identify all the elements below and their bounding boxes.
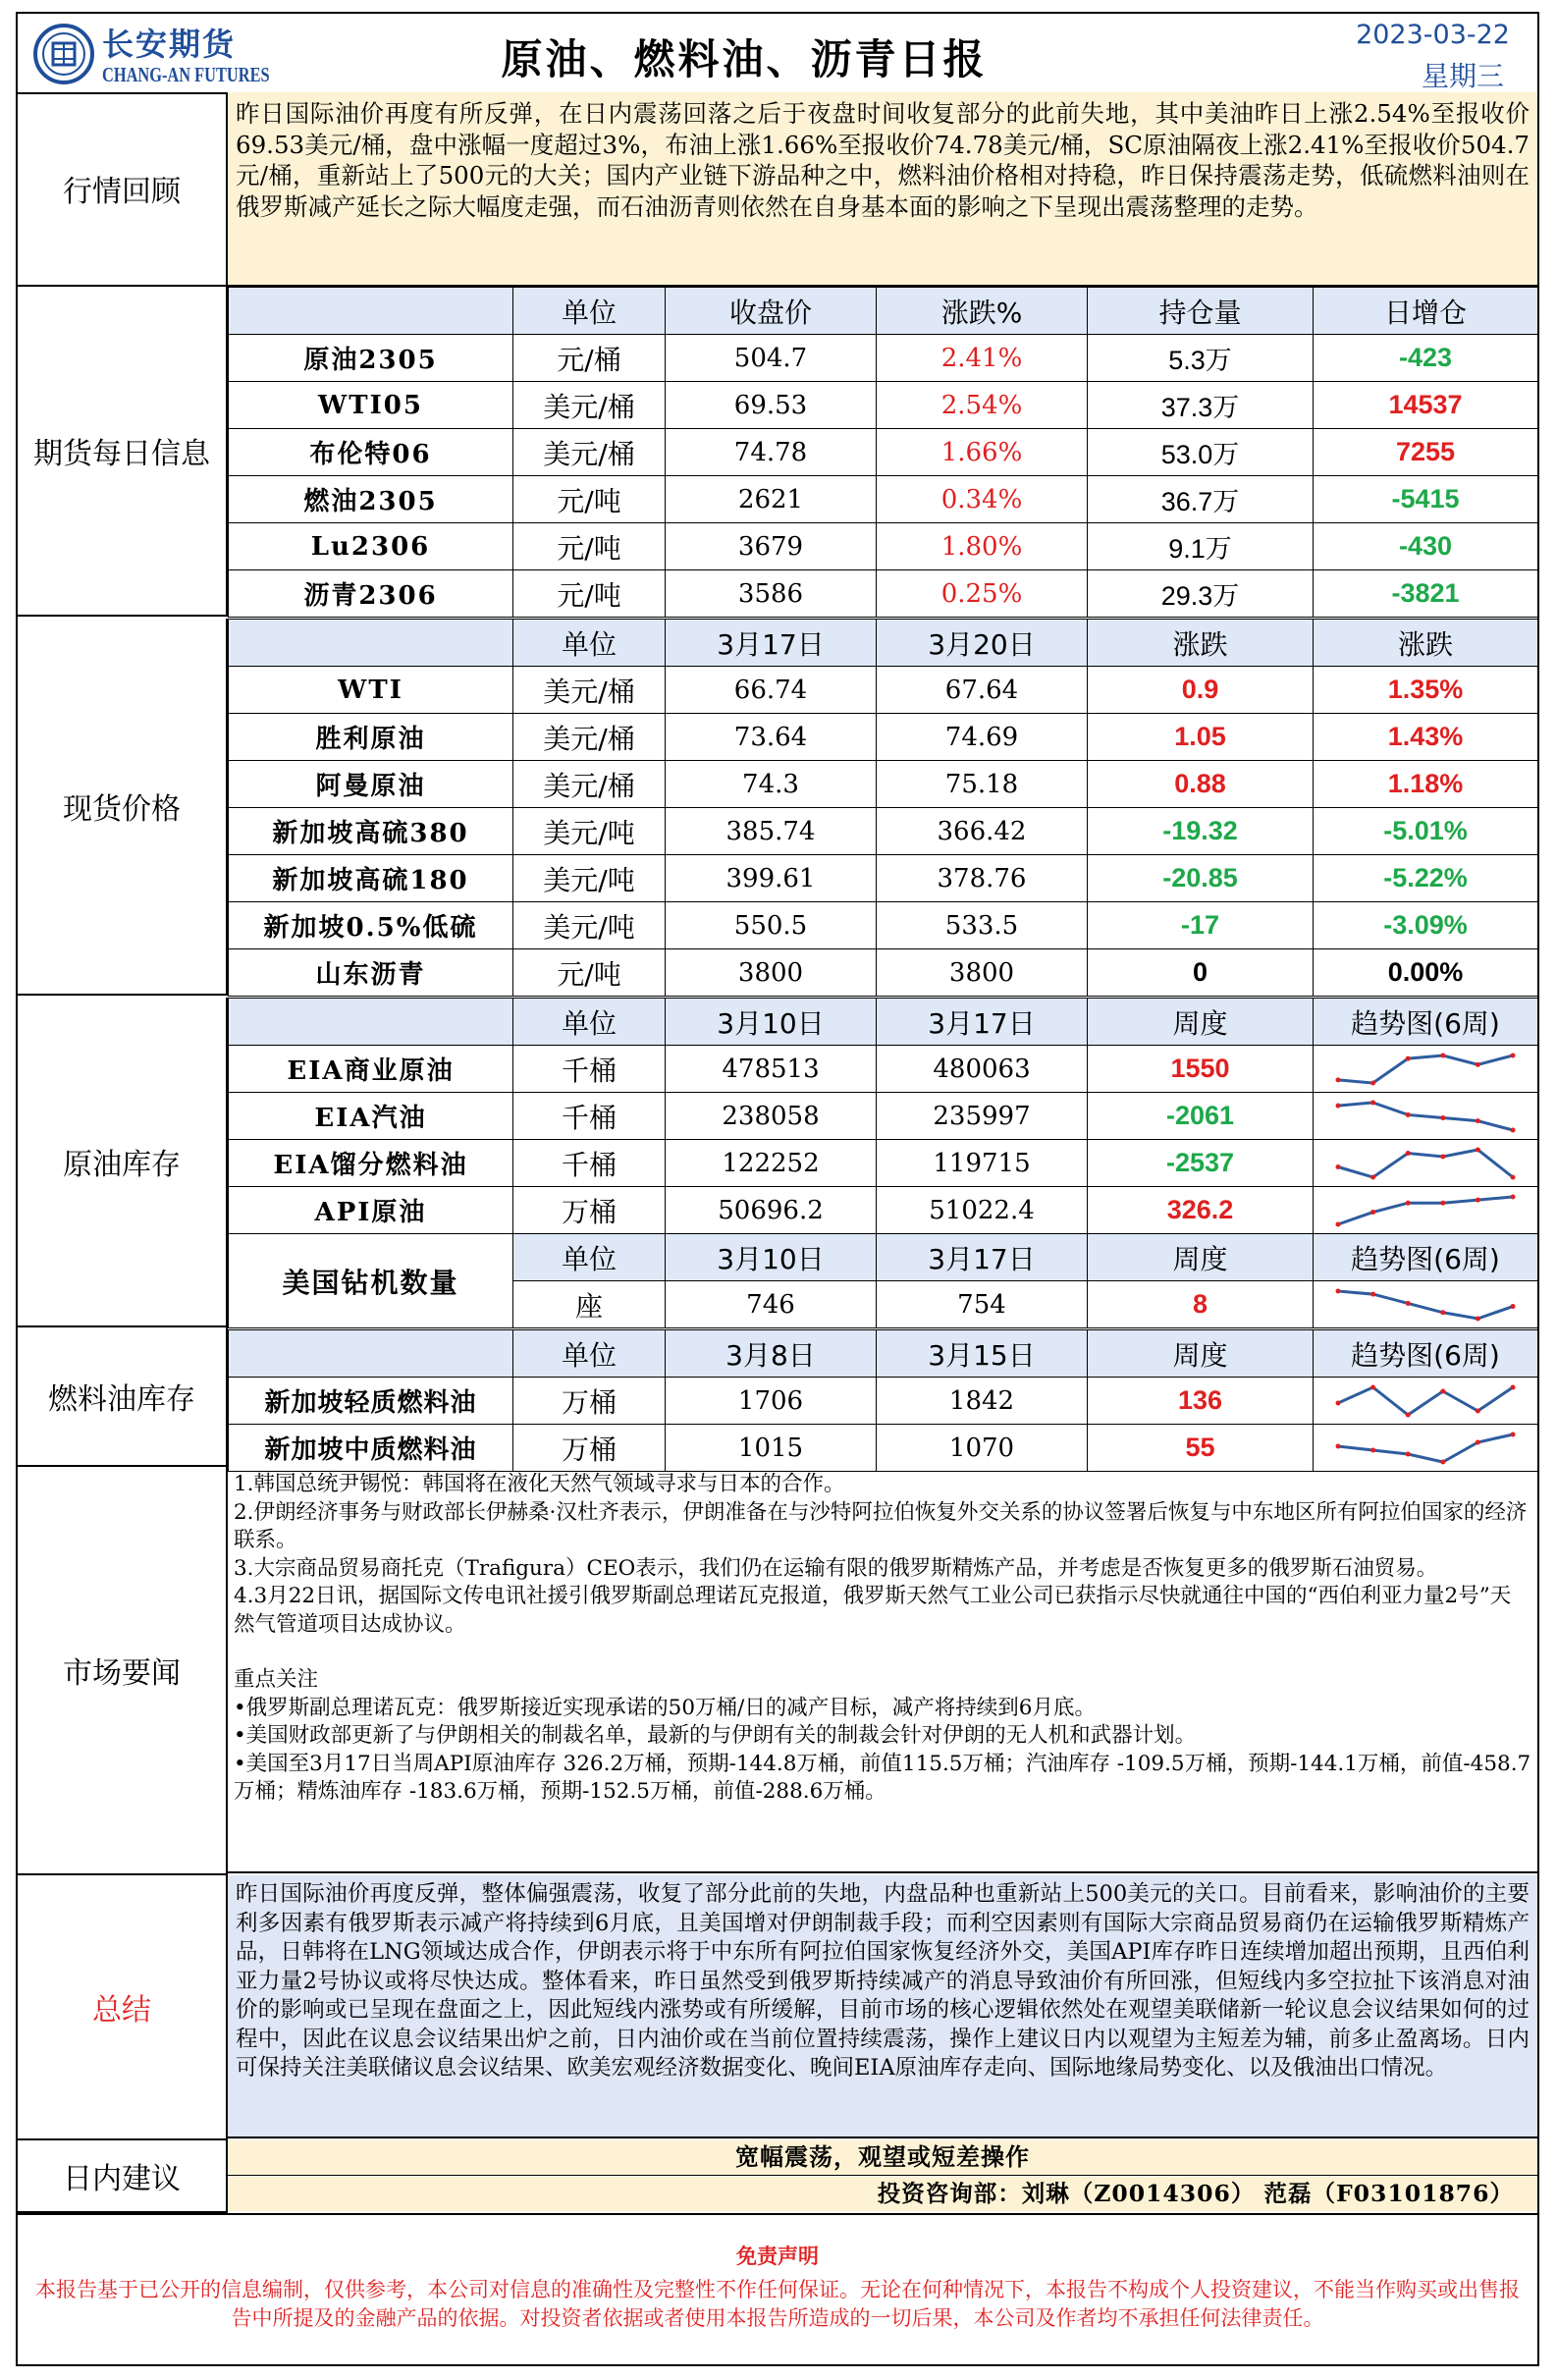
sparkline-point bbox=[1440, 1115, 1445, 1120]
price-cell: 533.5 bbox=[877, 902, 1088, 949]
change-pct-cell: 0.25% bbox=[877, 570, 1088, 618]
header-cell: 涨跌% bbox=[877, 288, 1088, 335]
sparkline-path bbox=[1338, 1197, 1513, 1224]
trend-cell bbox=[1314, 1281, 1538, 1328]
change-pct-cell: 1.35% bbox=[1314, 667, 1538, 714]
price-cell: 378.76 bbox=[877, 855, 1088, 902]
sparkline-point bbox=[1370, 1384, 1375, 1389]
header-cell: 涨跌 bbox=[1314, 620, 1538, 667]
header-cell: 单位 bbox=[513, 999, 666, 1046]
section-label-fuel-stock: 燃料油库存 bbox=[18, 1327, 228, 1467]
sparkline-point bbox=[1511, 1432, 1516, 1436]
sparkline-path bbox=[1338, 1055, 1513, 1083]
crude-stock-header-row bbox=[229, 999, 1538, 1046]
sparkline-point bbox=[1440, 1200, 1445, 1205]
sparkline-point bbox=[1336, 1400, 1341, 1405]
instrument-name: 沥青2306 bbox=[229, 570, 513, 618]
sparkline-point bbox=[1336, 1103, 1341, 1108]
header-cell: 3月10日 bbox=[666, 1234, 877, 1281]
change-cell: -17 bbox=[1088, 902, 1314, 949]
unit-cell: 万桶 bbox=[513, 1378, 666, 1425]
report-title: 原油、燃料油、沥青日报 bbox=[501, 35, 988, 83]
header-cell bbox=[229, 288, 513, 335]
spot-name: 新加坡0.5%低硫 bbox=[229, 902, 513, 949]
sparkline-point bbox=[1511, 1174, 1516, 1179]
instrument-name: WTI05 bbox=[229, 382, 513, 429]
sparkline-point bbox=[1476, 1118, 1480, 1123]
price-cell: 3800 bbox=[877, 949, 1088, 997]
unit-cell: 美元/桶 bbox=[513, 667, 666, 714]
close-cell: 2621 bbox=[666, 476, 877, 523]
table-row bbox=[229, 335, 1538, 382]
sparkline-point bbox=[1336, 1443, 1341, 1448]
sparkline-point bbox=[1336, 1077, 1341, 1082]
section-label-summary: 总结 bbox=[18, 1875, 228, 2140]
sparkline-point bbox=[1511, 1194, 1516, 1199]
table-row bbox=[229, 476, 1538, 523]
unit-cell: 万桶 bbox=[513, 1187, 666, 1234]
market-review-text: 昨日国际油价再度有所反弹，在日内震荡回落之后于夜盘时间收复部分的此前失地，其中美油昨日上涨2.54%至报收价69.53美元/桶，盘中涨幅一度超过3%，布油上涨1.66%至报收价74.78美元/桶，SC原油隔夜上涨2.41%至报收价504.7元/桶，重新站上了500元的大关；国内产业链下游品种之中，燃料油价格相对持稳，昨日保持震荡走势，低硫燃料油则在俄罗斯减产延长之际大幅度走强，而石油沥青则依然在自身基本面的影响之下呈现出震荡整理的走势。 bbox=[228, 92, 1537, 287]
stock-value-cell: 1706 bbox=[666, 1378, 877, 1425]
change-pct-cell: 1.18% bbox=[1314, 761, 1538, 808]
header-cell: 涨跌 bbox=[1088, 620, 1314, 667]
table-row bbox=[229, 667, 1538, 714]
header-cell: 3月10日 bbox=[666, 999, 877, 1046]
section-label-review: 行情回顾 bbox=[18, 92, 228, 287]
stock-value-cell: 119715 bbox=[877, 1140, 1088, 1187]
futures-header-row bbox=[229, 288, 1538, 335]
weekly-change-cell: 136 bbox=[1088, 1378, 1314, 1425]
close-cell: 3679 bbox=[666, 523, 877, 570]
table-row bbox=[229, 382, 1538, 429]
sparkline-point bbox=[1511, 1384, 1516, 1389]
sparkline-point bbox=[1476, 1408, 1480, 1413]
news-item: 2.伊朗经济事务与财政部长伊赫桑·汉杜齐表示，伊朗准备在与沙特阿拉伯恢复外交关系的协议签署后恢复与中东地区所有阿拉伯国家的经济联系。 bbox=[234, 1499, 1528, 1552]
weekly-change-cell: -2061 bbox=[1088, 1093, 1314, 1140]
unit-cell: 元/吨 bbox=[513, 949, 666, 997]
sparkline-point bbox=[1370, 1291, 1375, 1296]
sparkline-point bbox=[1370, 1174, 1375, 1179]
trend-sparkline bbox=[1332, 1429, 1519, 1468]
sparkline-point bbox=[1440, 1053, 1445, 1057]
news-item: 1.韩国总统尹锡悦：韩国将在液化天然气领域寻求与日本的合作。 bbox=[234, 1472, 845, 1496]
change-pct-cell: 2.41% bbox=[877, 335, 1088, 382]
market-news bbox=[228, 1467, 1537, 1873]
unit-cell: 美元/桶 bbox=[513, 761, 666, 808]
header-cell: 趋势图(6周) bbox=[1314, 1234, 1538, 1281]
weekly-change-cell: -2537 bbox=[1088, 1140, 1314, 1187]
weekly-change-cell: 326.2 bbox=[1088, 1187, 1314, 1234]
sparkline-point bbox=[1440, 1154, 1445, 1159]
focus-item: •美国财政部更新了与伊朗相关的制裁名单，最新的与伊朗有关的制裁会针对伊朗的无人机和武器计划。 bbox=[234, 1723, 1197, 1748]
stock-value-cell: 51022.4 bbox=[877, 1187, 1088, 1234]
section-label-spot: 现货价格 bbox=[18, 619, 228, 996]
unit-cell: 美元/桶 bbox=[513, 429, 666, 476]
header-cell: 3月8日 bbox=[666, 1330, 877, 1378]
sparkline-point bbox=[1336, 1288, 1341, 1293]
table-row bbox=[229, 1378, 1538, 1425]
sparkline-point bbox=[1370, 1100, 1375, 1105]
sparkline-point bbox=[1511, 1304, 1516, 1309]
table-row bbox=[229, 808, 1538, 855]
stock-value-cell: 50696.2 bbox=[666, 1187, 877, 1234]
change-pct-cell: 1.66% bbox=[877, 429, 1088, 476]
fuel-stock-header-row bbox=[229, 1330, 1538, 1378]
unit-cell: 元/吨 bbox=[513, 476, 666, 523]
table-row bbox=[229, 523, 1538, 570]
rig-count-name: 美国钻机数量 bbox=[229, 1234, 513, 1328]
trend-cell bbox=[1314, 1378, 1538, 1425]
section-label-crude-stock: 原油库存 bbox=[18, 998, 228, 1327]
header-cell bbox=[229, 1330, 513, 1378]
table-row bbox=[229, 761, 1538, 808]
stock-name: EIA馏分燃料油 bbox=[229, 1140, 513, 1187]
close-cell: 74.78 bbox=[666, 429, 877, 476]
change-cell: 0.9 bbox=[1088, 667, 1314, 714]
unit-cell: 千桶 bbox=[513, 1140, 666, 1187]
focus-item: •美国至3月17日当周API原油库存 326.2万桶，预期-144.8万桶，前值115.5万桶；汽油库存 -109.5万桶，预期-144.1万桶，前值-458.7万桶；精炼油库存 -183.6万桶，预期-152.5万桶，前值-288.6万桶。 bbox=[234, 1751, 1531, 1804]
header-cell: 周度 bbox=[1088, 1234, 1314, 1281]
header-cell: 3月17日 bbox=[877, 1234, 1088, 1281]
header-cell: 周度 bbox=[1088, 1330, 1314, 1378]
sparkline-point bbox=[1370, 1447, 1375, 1452]
sparkline-point bbox=[1336, 1221, 1341, 1226]
trend-sparkline bbox=[1332, 1050, 1519, 1089]
header-cell: 周度 bbox=[1088, 999, 1314, 1046]
change-cell: 1.05 bbox=[1088, 714, 1314, 761]
price-cell: 73.64 bbox=[666, 714, 877, 761]
change-pct-cell: 0.00% bbox=[1314, 949, 1538, 997]
unit-cell: 元/吨 bbox=[513, 570, 666, 618]
header-cell: 日增仓 bbox=[1314, 288, 1538, 335]
close-cell: 504.7 bbox=[666, 335, 877, 382]
header-cell bbox=[229, 620, 513, 667]
rig-header-row bbox=[229, 1234, 1538, 1281]
unit-cell: 万桶 bbox=[513, 1425, 666, 1472]
table-row bbox=[229, 570, 1538, 618]
advisory-contacts: 投资咨询部：刘琳（Z0014306） 范磊（F03101876） bbox=[228, 2177, 1537, 2211]
stock-name: 新加坡轻质燃料油 bbox=[229, 1378, 513, 1425]
change-pct-cell: -5.22% bbox=[1314, 855, 1538, 902]
price-cell: 3800 bbox=[666, 949, 877, 997]
spot-price-table bbox=[228, 619, 1538, 997]
report-page bbox=[16, 12, 1539, 2366]
change-pct-cell: 1.43% bbox=[1314, 714, 1538, 761]
oi-change-cell: -5415 bbox=[1314, 476, 1538, 523]
section-label-advice: 日内建议 bbox=[18, 2140, 228, 2213]
sparkline-point bbox=[1370, 1080, 1375, 1085]
weekly-change-cell: 1550 bbox=[1088, 1046, 1314, 1093]
oi-change-cell: -430 bbox=[1314, 523, 1538, 570]
trend-cell bbox=[1314, 1140, 1538, 1187]
sparkline-path bbox=[1338, 1387, 1513, 1415]
stock-value-cell: 1842 bbox=[877, 1378, 1088, 1425]
open-interest-cell: 5.3万 bbox=[1088, 335, 1314, 382]
trend-sparkline bbox=[1332, 1285, 1519, 1325]
report-weekday: 星期三 bbox=[1421, 60, 1504, 92]
price-cell: 385.74 bbox=[666, 808, 877, 855]
change-pct-cell: 1.80% bbox=[877, 523, 1088, 570]
header-cell: 趋势图(6周) bbox=[1314, 1330, 1538, 1378]
sparkline-point bbox=[1440, 1388, 1445, 1393]
company-logo bbox=[33, 20, 279, 88]
header-cell: 收盘价 bbox=[666, 288, 877, 335]
unit-cell: 美元/吨 bbox=[513, 808, 666, 855]
instrument-name: Lu2306 bbox=[229, 523, 513, 570]
sparkline-point bbox=[1476, 1197, 1480, 1202]
sparkline-path bbox=[1338, 1434, 1513, 1462]
stock-value-cell: 235997 bbox=[877, 1093, 1088, 1140]
header-cell bbox=[229, 999, 513, 1046]
trend-sparkline bbox=[1332, 1191, 1519, 1230]
change-cell: -19.32 bbox=[1088, 808, 1314, 855]
open-interest-cell: 36.7万 bbox=[1088, 476, 1314, 523]
focus-title: 重点关注 bbox=[234, 1667, 319, 1692]
unit-cell: 美元/桶 bbox=[513, 714, 666, 761]
logo-english-name: CHANG-AN FUTURES bbox=[102, 63, 270, 86]
price-cell: 75.18 bbox=[877, 761, 1088, 808]
stock-name: EIA汽油 bbox=[229, 1093, 513, 1140]
disclaimer bbox=[18, 2213, 1537, 2364]
focus-item: •俄罗斯副总理诺瓦克：俄罗斯接近实现承诺的50万桶/日的减产目标，减产将持续到6月底。 bbox=[234, 1695, 1096, 1720]
trend-cell bbox=[1314, 1093, 1538, 1140]
oi-change-cell: 14537 bbox=[1314, 382, 1538, 429]
change-pct-cell: 0.34% bbox=[877, 476, 1088, 523]
header-cell: 3月17日 bbox=[666, 620, 877, 667]
summary-text: 昨日国际油价再度反弹，整体偏强震荡，收复了部分此前的失地，内盘品种也重新站上500美元的关口。目前看来，影响油价的主要利多因素有俄罗斯表示减产将持续到6月底，且美国增对伊朗制裁手段；而利空因素则有国际大宗商品贸易商仍在运输俄罗斯精炼产品，日韩将在LNG领域达成合作，伊朗表示将于中东所有阿拉伯国家恢复经济外交，美国API库存昨日连续增加超出预期，且西伯利亚力量2号协议或将尽快达成。整体看来，昨日虽然受到俄罗斯持续减产的消息导致油价有所回涨，但短线内多空拉扯下该消息对油价的影响或已呈现在盘面之上，因此短线内涨势或有所缓解，目前市场的核心逻辑依然处在观望美联储新一轮议息会议结果如何的过程中，因此在议息会议结果出炉之前，日内油价或在当前位置持续震荡，操作上建议日内以观望为主短差为辅，前多止盈离场。日内可保持关注美联储议息会议结果、欧美宏观经济数据变化、晚间EIA原油库存走向、国际地缘局势变化、以及俄油出口情况。 bbox=[228, 1875, 1537, 2138]
unit-cell: 座 bbox=[513, 1281, 666, 1328]
price-cell: 66.74 bbox=[666, 667, 877, 714]
change-cell: 0.88 bbox=[1088, 761, 1314, 808]
close-cell: 3586 bbox=[666, 570, 877, 618]
header-cell: 3月15日 bbox=[877, 1330, 1088, 1378]
sparkline-point bbox=[1370, 1210, 1375, 1215]
sparkline-point bbox=[1406, 1200, 1411, 1205]
stock-name: 新加坡中质燃料油 bbox=[229, 1425, 513, 1472]
change-cell: 0 bbox=[1088, 949, 1314, 997]
crude-stock-table bbox=[228, 998, 1538, 1328]
table-row bbox=[229, 902, 1538, 949]
table-row bbox=[229, 429, 1538, 476]
instrument-name: 布伦特06 bbox=[229, 429, 513, 476]
spot-name: 新加坡高硫380 bbox=[229, 808, 513, 855]
trend-cell bbox=[1314, 1046, 1538, 1093]
price-cell: 67.64 bbox=[877, 667, 1088, 714]
sparkline-point bbox=[1406, 1451, 1411, 1456]
spot-name: 山东沥青 bbox=[229, 949, 513, 997]
trend-cell bbox=[1314, 1187, 1538, 1234]
sparkline-point bbox=[1440, 1459, 1445, 1464]
stock-value-cell: 1015 bbox=[666, 1425, 877, 1472]
sparkline-point bbox=[1511, 1053, 1516, 1057]
sparkline-point bbox=[1336, 1164, 1341, 1169]
unit-cell: 元/吨 bbox=[513, 523, 666, 570]
sparkline-point bbox=[1476, 1061, 1480, 1066]
change-pct-cell: -3.09% bbox=[1314, 902, 1538, 949]
sparkline-point bbox=[1406, 1412, 1411, 1417]
header-cell: 3月17日 bbox=[877, 999, 1088, 1046]
open-interest-cell: 37.3万 bbox=[1088, 382, 1314, 429]
sparkline-point bbox=[1476, 1439, 1480, 1444]
header-cell: 单位 bbox=[513, 288, 666, 335]
stock-value-cell: 238058 bbox=[666, 1093, 877, 1140]
rig-value-cell: 754 bbox=[877, 1281, 1088, 1328]
sparkline-point bbox=[1476, 1316, 1480, 1321]
disclaimer-title: 免责声明 bbox=[736, 2244, 819, 2268]
price-cell: 366.42 bbox=[877, 808, 1088, 855]
table-row bbox=[229, 1187, 1538, 1234]
section-label-futures: 期货每日信息 bbox=[18, 287, 228, 617]
sparkline-path bbox=[1338, 1150, 1513, 1177]
sparkline-point bbox=[1406, 1151, 1411, 1156]
news-item: 4.3月22日讯，据国际文传电讯社援引俄罗斯副总理诺瓦克报道，俄罗斯天然气工业公司已获指示尽快就通往中国的“西伯利亚力量2号”天然气管道项目达成协议。 bbox=[234, 1584, 1512, 1637]
report-date: 2023-03-22 bbox=[1356, 20, 1510, 50]
stock-value-cell: 478513 bbox=[666, 1046, 877, 1093]
stock-name: EIA商业原油 bbox=[229, 1046, 513, 1093]
oi-change-cell: -3821 bbox=[1314, 570, 1538, 618]
header-cell: 趋势图(6周) bbox=[1314, 999, 1538, 1046]
sparkline-point bbox=[1511, 1127, 1516, 1132]
spot-header-row bbox=[229, 620, 1538, 667]
report-header bbox=[18, 14, 1537, 94]
sparkline-point bbox=[1476, 1147, 1480, 1152]
table-row bbox=[229, 714, 1538, 761]
price-cell: 550.5 bbox=[666, 902, 877, 949]
section-label-news: 市场要闻 bbox=[18, 1467, 228, 1875]
header-cell: 单位 bbox=[513, 1234, 666, 1281]
table-row bbox=[229, 1140, 1538, 1187]
weekly-change-cell: 55 bbox=[1088, 1425, 1314, 1472]
unit-cell: 千桶 bbox=[513, 1046, 666, 1093]
spot-name: WTI bbox=[229, 667, 513, 714]
trend-sparkline bbox=[1332, 1097, 1519, 1136]
unit-cell: 美元/吨 bbox=[513, 855, 666, 902]
sparkline-path bbox=[1338, 1291, 1513, 1319]
unit-cell: 千桶 bbox=[513, 1093, 666, 1140]
header-cell: 持仓量 bbox=[1088, 288, 1314, 335]
trend-cell bbox=[1314, 1425, 1538, 1472]
trend-sparkline bbox=[1332, 1381, 1519, 1421]
open-interest-cell: 29.3万 bbox=[1088, 570, 1314, 618]
spot-name: 胜利原油 bbox=[229, 714, 513, 761]
disclaimer-text: 本报告基于已公开的信息编制，仅供参考，本公司对信息的准确性及完整性不作任何保证。无论在何种情况下，本报告不构成个人投资建议，不能当作购买或出售报告中所提及的金融产品的依据。对投资者依据或者使用本报告所造成的一切后果，本公司及作者均不承担任何法律责任。 bbox=[35, 2278, 1520, 2330]
sparkline-point bbox=[1406, 1055, 1411, 1060]
sparkline-point bbox=[1440, 1310, 1445, 1315]
open-interest-cell: 53.0万 bbox=[1088, 429, 1314, 476]
table-row bbox=[229, 1093, 1538, 1140]
stock-value-cell: 122252 bbox=[666, 1140, 877, 1187]
intraday-advice: 宽幅震荡，观望或短差操作 bbox=[228, 2140, 1537, 2176]
close-cell: 69.53 bbox=[666, 382, 877, 429]
unit-cell: 元/桶 bbox=[513, 335, 666, 382]
futures-table bbox=[228, 287, 1538, 618]
header-cell: 单位 bbox=[513, 620, 666, 667]
spot-name: 新加坡高硫180 bbox=[229, 855, 513, 902]
stock-value-cell: 480063 bbox=[877, 1046, 1088, 1093]
table-row bbox=[229, 1046, 1538, 1093]
oi-change-cell: 7255 bbox=[1314, 429, 1538, 476]
open-interest-cell: 9.1万 bbox=[1088, 523, 1314, 570]
stock-value-cell: 1070 bbox=[877, 1425, 1088, 1472]
instrument-name: 原油2305 bbox=[229, 335, 513, 382]
sparkline-path bbox=[1338, 1103, 1513, 1130]
price-cell: 74.69 bbox=[877, 714, 1088, 761]
logo-chinese-name: 长安期货 bbox=[102, 26, 237, 63]
change-cell: -20.85 bbox=[1088, 855, 1314, 902]
header-cell: 单位 bbox=[513, 1330, 666, 1378]
change-pct-cell: 2.54% bbox=[877, 382, 1088, 429]
stock-name: API原油 bbox=[229, 1187, 513, 1234]
sparkline-point bbox=[1406, 1300, 1411, 1305]
unit-cell: 美元/吨 bbox=[513, 902, 666, 949]
fuel-stock-table bbox=[228, 1329, 1538, 1472]
logo-emblem-icon bbox=[33, 24, 94, 84]
weekly-change-cell: 8 bbox=[1088, 1281, 1314, 1328]
header-cell: 3月20日 bbox=[877, 620, 1088, 667]
sparkline-point bbox=[1406, 1111, 1411, 1116]
unit-cell: 美元/桶 bbox=[513, 382, 666, 429]
price-cell: 399.61 bbox=[666, 855, 877, 902]
oi-change-cell: -423 bbox=[1314, 335, 1538, 382]
table-row bbox=[229, 1425, 1538, 1472]
table-row bbox=[229, 949, 1538, 997]
change-pct-cell: -5.01% bbox=[1314, 808, 1538, 855]
rig-value-cell: 746 bbox=[666, 1281, 877, 1328]
price-cell: 74.3 bbox=[666, 761, 877, 808]
news-item: 3.大宗商品贸易商托克（Trafigura）CEO表示，我们仍在运输有限的俄罗斯精炼产品，并考虑是否恢复更多的俄罗斯石油贸易。 bbox=[234, 1555, 1438, 1581]
spot-name: 阿曼原油 bbox=[229, 761, 513, 808]
instrument-name: 燃油2305 bbox=[229, 476, 513, 523]
trend-sparkline bbox=[1332, 1144, 1519, 1183]
table-row bbox=[229, 855, 1538, 902]
